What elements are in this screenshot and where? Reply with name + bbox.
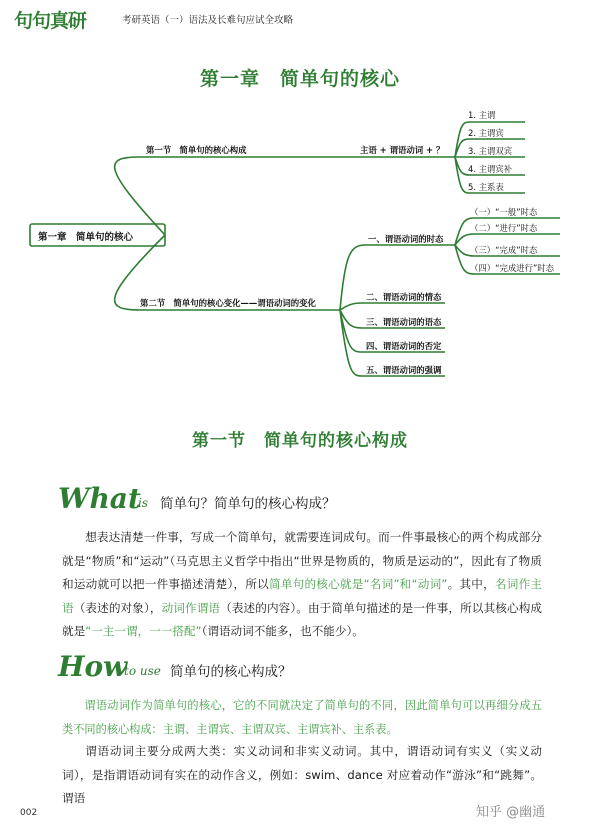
watermark: 知乎 @幽通: [476, 805, 546, 820]
how-word: How: [58, 650, 128, 683]
body-text: （表述的内容）。由于简单句描述的是一件事，所以其核心构成就是: [62, 600, 542, 638]
what-is: is: [138, 496, 148, 510]
what-question: 简单句？简单句的核心构成？: [160, 496, 336, 512]
chapter-title: 第一章 简单句的核心: [199, 68, 400, 90]
mindmap-tense: 一、谓语动词的时态: [368, 234, 444, 244]
mindmap-root: 第一章 简单句的核心: [38, 232, 134, 243]
mindmap-leaf: 5. 主系表: [468, 182, 504, 192]
how-paragraph-2-text: 谓语动词主要分成两大类：实义动词和非实义动词。其中，谓语动词有实义（实义动词），是指谓语动词有实在的动作含义，例如：swim、dance 对应着动作“游泳”和“跳舞”。谓语: [62, 744, 542, 805]
mindmap-leaf: 3. 主谓双宾: [468, 146, 513, 156]
mindmap-leaf: 1. 主谓: [468, 110, 496, 120]
mindmap-emphasis: 五、谓语动词的强调: [366, 365, 442, 375]
branch-modal: [340, 303, 445, 310]
how-question: 简单句的核心构成？: [170, 664, 292, 680]
body-text: （表述的对象），: [73, 600, 162, 615]
mindmap-tense-leaf: （四）“完成进行”时态: [470, 263, 555, 273]
mindmap-negation: 四、谓语动词的否定: [366, 341, 442, 351]
mindmap-tense-leaf: （三）“完成”时态: [470, 245, 538, 255]
mindmap-formula: 主语 + 谓语动词 + ？: [360, 145, 445, 155]
how-paragraph-1: [62, 694, 542, 741]
how-to-use: to use: [124, 664, 161, 678]
brand-logo: 句句真研: [14, 10, 87, 32]
mindmap-section2: 第二节 简单句的核心变化——谓语动词的变化: [140, 298, 316, 308]
highlight-text: 简单句的核心就是“名词”和“动词”: [269, 577, 448, 591]
mindmap-section1: 第一节 简单句的核心构成: [146, 145, 247, 155]
book-title: 考研英语（一）语法及长难句应试全攻略: [122, 15, 294, 26]
section-title: 第一节 简单句的核心构成: [192, 431, 408, 451]
mindmap-leaf: 2. 主谓宾: [468, 128, 504, 138]
mindmap-leaf: 4. 主谓宾补: [468, 164, 513, 174]
body-text: （谓语动词不能多，也不能少）。: [201, 624, 364, 638]
mindmap-modal: 二、谓语动词的情态: [366, 292, 442, 302]
how-paragraph-1-text: 谓语动词作为简单句的核心，它的不同就决定了简单句的不同，因此简单句可以再细分成五类不同的核心构成：主谓、主谓宾、主谓双宾、主谓宾补、主系表。: [62, 699, 542, 736]
page-number: 002: [20, 808, 38, 818]
what-word: What: [58, 482, 141, 515]
what-paragraph-text: [62, 526, 542, 644]
mindmap-voice: 三、谓语动词的语态: [366, 317, 442, 327]
what-paragraph: [62, 526, 542, 644]
mindmap-tense-leaf: （二）“进行”时态: [470, 223, 538, 233]
highlight-text: “一主一谓，一一搭配”: [85, 624, 202, 638]
highlight-text: 动词作谓语: [161, 600, 221, 615]
how-paragraph-2: [62, 740, 542, 811]
highlight-text: 名词作主语: [62, 577, 542, 615]
mindmap-lines: [0, 0, 600, 400]
body-text: 。其中，: [447, 577, 495, 591]
body-text: 想表达清楚一件事，写成一个简单句，就需要连词成句。而一件事最核心的两个构成部分就是“物质”和“运动”（马克思主义哲学中指出“世界是物质的，物质是运动的”，因此有了物质和运动就可以把一件事描述清楚），所以: [62, 530, 542, 591]
mindmap-tense-leaf: （一）“一般”时态: [470, 207, 538, 217]
